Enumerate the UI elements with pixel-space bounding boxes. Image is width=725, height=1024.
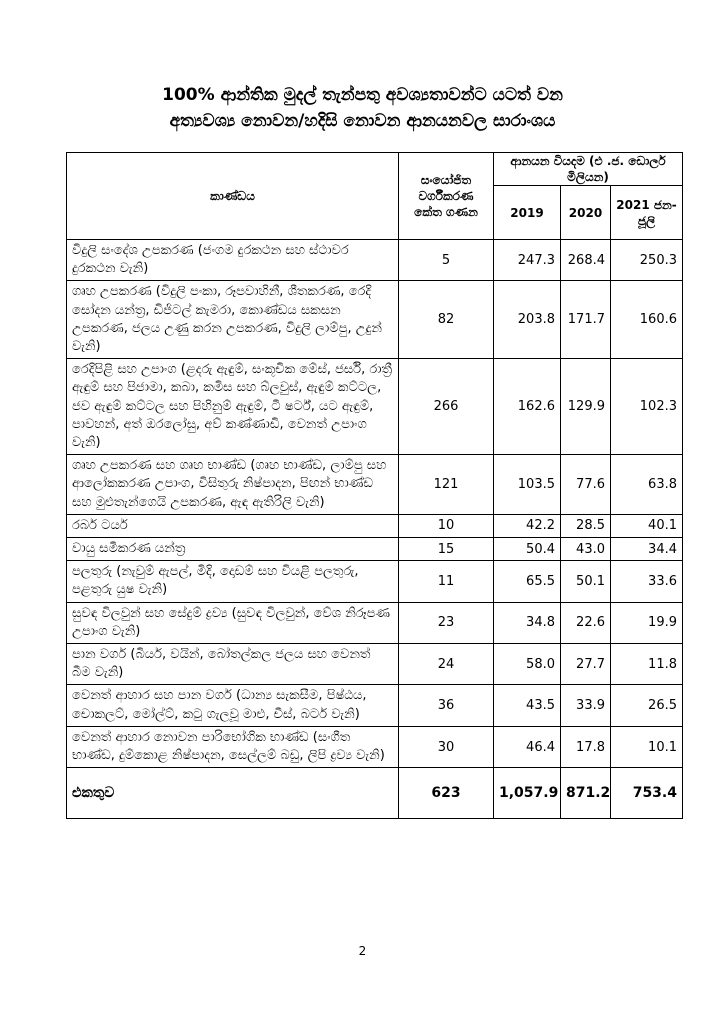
table-row: [67, 685, 683, 726]
row-category: වායු සමීකරණ යන්ත්‍ර: [67, 538, 399, 561]
row-codes: 10: [399, 514, 494, 537]
row-value-2020: 268.4: [561, 240, 611, 281]
table-row: [67, 359, 683, 455]
row-value-2020: 129.9: [561, 359, 611, 455]
row-value-2019: 203.8: [494, 281, 561, 359]
row-value-2019: 247.3: [494, 240, 561, 281]
row-codes: 11: [399, 561, 494, 602]
row-category: ගෘහ උපකරණ (විදුලි පංකා, රූපවාහිනී, ශීතකරණ, රෙදි සෝදන යන්ත්‍ර, ඩිජිටල් කැමරා, කොණ්ඩය සකසන උපකරණ, ජලය උණු කරන උපකරණ, විදුලි ලාම්පු, උදුන් වැනි): [67, 281, 399, 359]
row-value-2021: 40.1: [611, 514, 683, 537]
row-value-2020: 50.1: [561, 561, 611, 602]
header-2020: 2020: [561, 186, 611, 240]
row-codes: 15: [399, 538, 494, 561]
row-value-2020: 43.0: [561, 538, 611, 561]
row-category: වෙනත් ආහාර නොවන පාරිභෝගික භාණ්ඩ (සංගීත භාණ්ඩ, දුම්කොළ නිෂ්පාදන, සෙල්ලම් බඩු, ලිපි ද්‍රව්‍ය වැනි): [67, 726, 399, 767]
row-value-2019: 65.5: [494, 561, 561, 602]
row-codes: 82: [399, 281, 494, 359]
header-2019: 2019: [494, 186, 561, 240]
row-category: විදුලි සංදේශ උපකරණ (ජංගම දුරකථන සහ ස්ථාවර දුරකථන වැනි): [67, 240, 399, 281]
row-codes: 121: [399, 455, 494, 515]
table-row: [67, 644, 683, 685]
row-value-2020: 33.9: [561, 685, 611, 726]
row-value-2020: 28.5: [561, 514, 611, 537]
row-category: ගෘහ උපකරණ සහ ගෘහ භාණ්ඩ (ගෘහ භාණ්ඩ, ලාම්පු සහ ආලෝකකරණ උපාංග, විසිතුරු නිෂ්පාදන, පිඟන් භාණ්ඩ සහ මුළුතැන්ගෙයි උපකරණ, ඇඳ ඇතිරිලි වැනි): [67, 455, 399, 515]
total-value-2021: 753.4: [611, 768, 683, 819]
page-number: 2: [358, 944, 367, 958]
row-value-2019: 162.6: [494, 359, 561, 455]
imports-summary-table: [66, 152, 683, 819]
total-value-2020: 871.2: [561, 768, 611, 819]
row-value-2019: 42.2: [494, 514, 561, 537]
row-value-2020: 27.7: [561, 644, 611, 685]
table-row: [67, 514, 683, 537]
header-expenditure: ආනයන වියදම (එ .ජ. ඩොලර් මිලියන): [494, 153, 683, 186]
row-value-2021: 34.4: [611, 538, 683, 561]
row-value-2019: 103.5: [494, 455, 561, 515]
row-codes: 30: [399, 726, 494, 767]
total-label: එකතුව: [67, 768, 399, 819]
title-line-2: අත්‍යවශ්‍ය නොවන/හදිසි නොවන ආනයනවල සාරාංශය: [169, 111, 556, 131]
row-value-2021: 160.6: [611, 281, 683, 359]
row-value-2021: 11.8: [611, 644, 683, 685]
table-row: [67, 602, 683, 643]
row-value-2019: 50.4: [494, 538, 561, 561]
row-value-2020: 171.7: [561, 281, 611, 359]
total-value-2019: 1,057.9: [494, 768, 561, 819]
row-value-2021: 33.6: [611, 561, 683, 602]
row-value-2021: 26.5: [611, 685, 683, 726]
row-value-2021: 63.8: [611, 455, 683, 515]
table-row: [67, 726, 683, 767]
row-value-2021: 250.3: [611, 240, 683, 281]
row-codes: 23: [399, 602, 494, 643]
row-category: සුවඳ විලවුන් සහ සේදුම් ද්‍රව්‍ය (සුවඳ විලවුන්, වේශ නිරූපණ උපාංග වැනි): [67, 602, 399, 643]
table-row: [67, 455, 683, 515]
table-row: [67, 240, 683, 281]
total-row: [67, 768, 683, 819]
row-codes: 266: [399, 359, 494, 455]
row-value-2019: 58.0: [494, 644, 561, 685]
row-category: පාන වර්ග (බියර්, වයින්, බෝතල්කල ජලය සහ වෙනත් බීම වැනි): [67, 644, 399, 685]
header-codes: සංයෝජිත වර්ගීකරණ කේත ගණන: [399, 153, 494, 240]
row-value-2021: 102.3: [611, 359, 683, 455]
title-line-1: 100% ආන්තික මුදල් තැන්පතු අවශ්‍යතාවන්ට යටත් වන: [162, 85, 563, 105]
row-value-2021: 19.9: [611, 602, 683, 643]
table-row: [67, 561, 683, 602]
table-row: [67, 538, 683, 561]
row-category: වෙනත් ආහාර සහ පාන වර්ග (ධාන්‍ය සැකසීම, පිෂ්ඨය, චොකලට්, මෝල්ට්, කටු ගැලවූ මාළු, චීස්, බටර් වැනි): [67, 685, 399, 726]
row-value-2019: 43.5: [494, 685, 561, 726]
row-value-2020: 22.6: [561, 602, 611, 643]
row-codes: 36: [399, 685, 494, 726]
row-value-2019: 46.4: [494, 726, 561, 767]
row-value-2019: 34.8: [494, 602, 561, 643]
row-category: රබර් ටයර්: [67, 514, 399, 537]
document-title: [0, 82, 725, 134]
table-row: [67, 281, 683, 359]
header-category: කාණ්ඩය: [67, 153, 399, 240]
header-2021: 2021 ජන-ජූලි: [611, 186, 683, 240]
row-category: රෙදිපිළි සහ උපාංග (ළදරු ඇඳුම්, සංකූචික මේස්, ජර්සි, රාත්‍රී ඇඳුම් සහ පිජාමා, කබා, කමිස සහ බ්ලවුස්, ඇඳුම් කට්ටල, ජව ඇඳුම් කට්ටල සහ පිහිනුම් ඇඳුම්, ටී ෂර්ට්, යට ඇඳුම්, පාවහන්, අත් ඔරලෝසු, අව් කණ්ණාඩි, වෙනත් උපාංග වැනි): [67, 359, 399, 455]
row-value-2021: 10.1: [611, 726, 683, 767]
total-codes: 623: [399, 768, 494, 819]
row-codes: 5: [399, 240, 494, 281]
row-value-2020: 17.8: [561, 726, 611, 767]
row-value-2020: 77.6: [561, 455, 611, 515]
row-category: පලතුරු (නැවුම් ඇපල්, මිදි, දොඩම් සහ වියළි පලතුරු, පළතුරු යුෂ වැනි): [67, 561, 399, 602]
row-codes: 24: [399, 644, 494, 685]
